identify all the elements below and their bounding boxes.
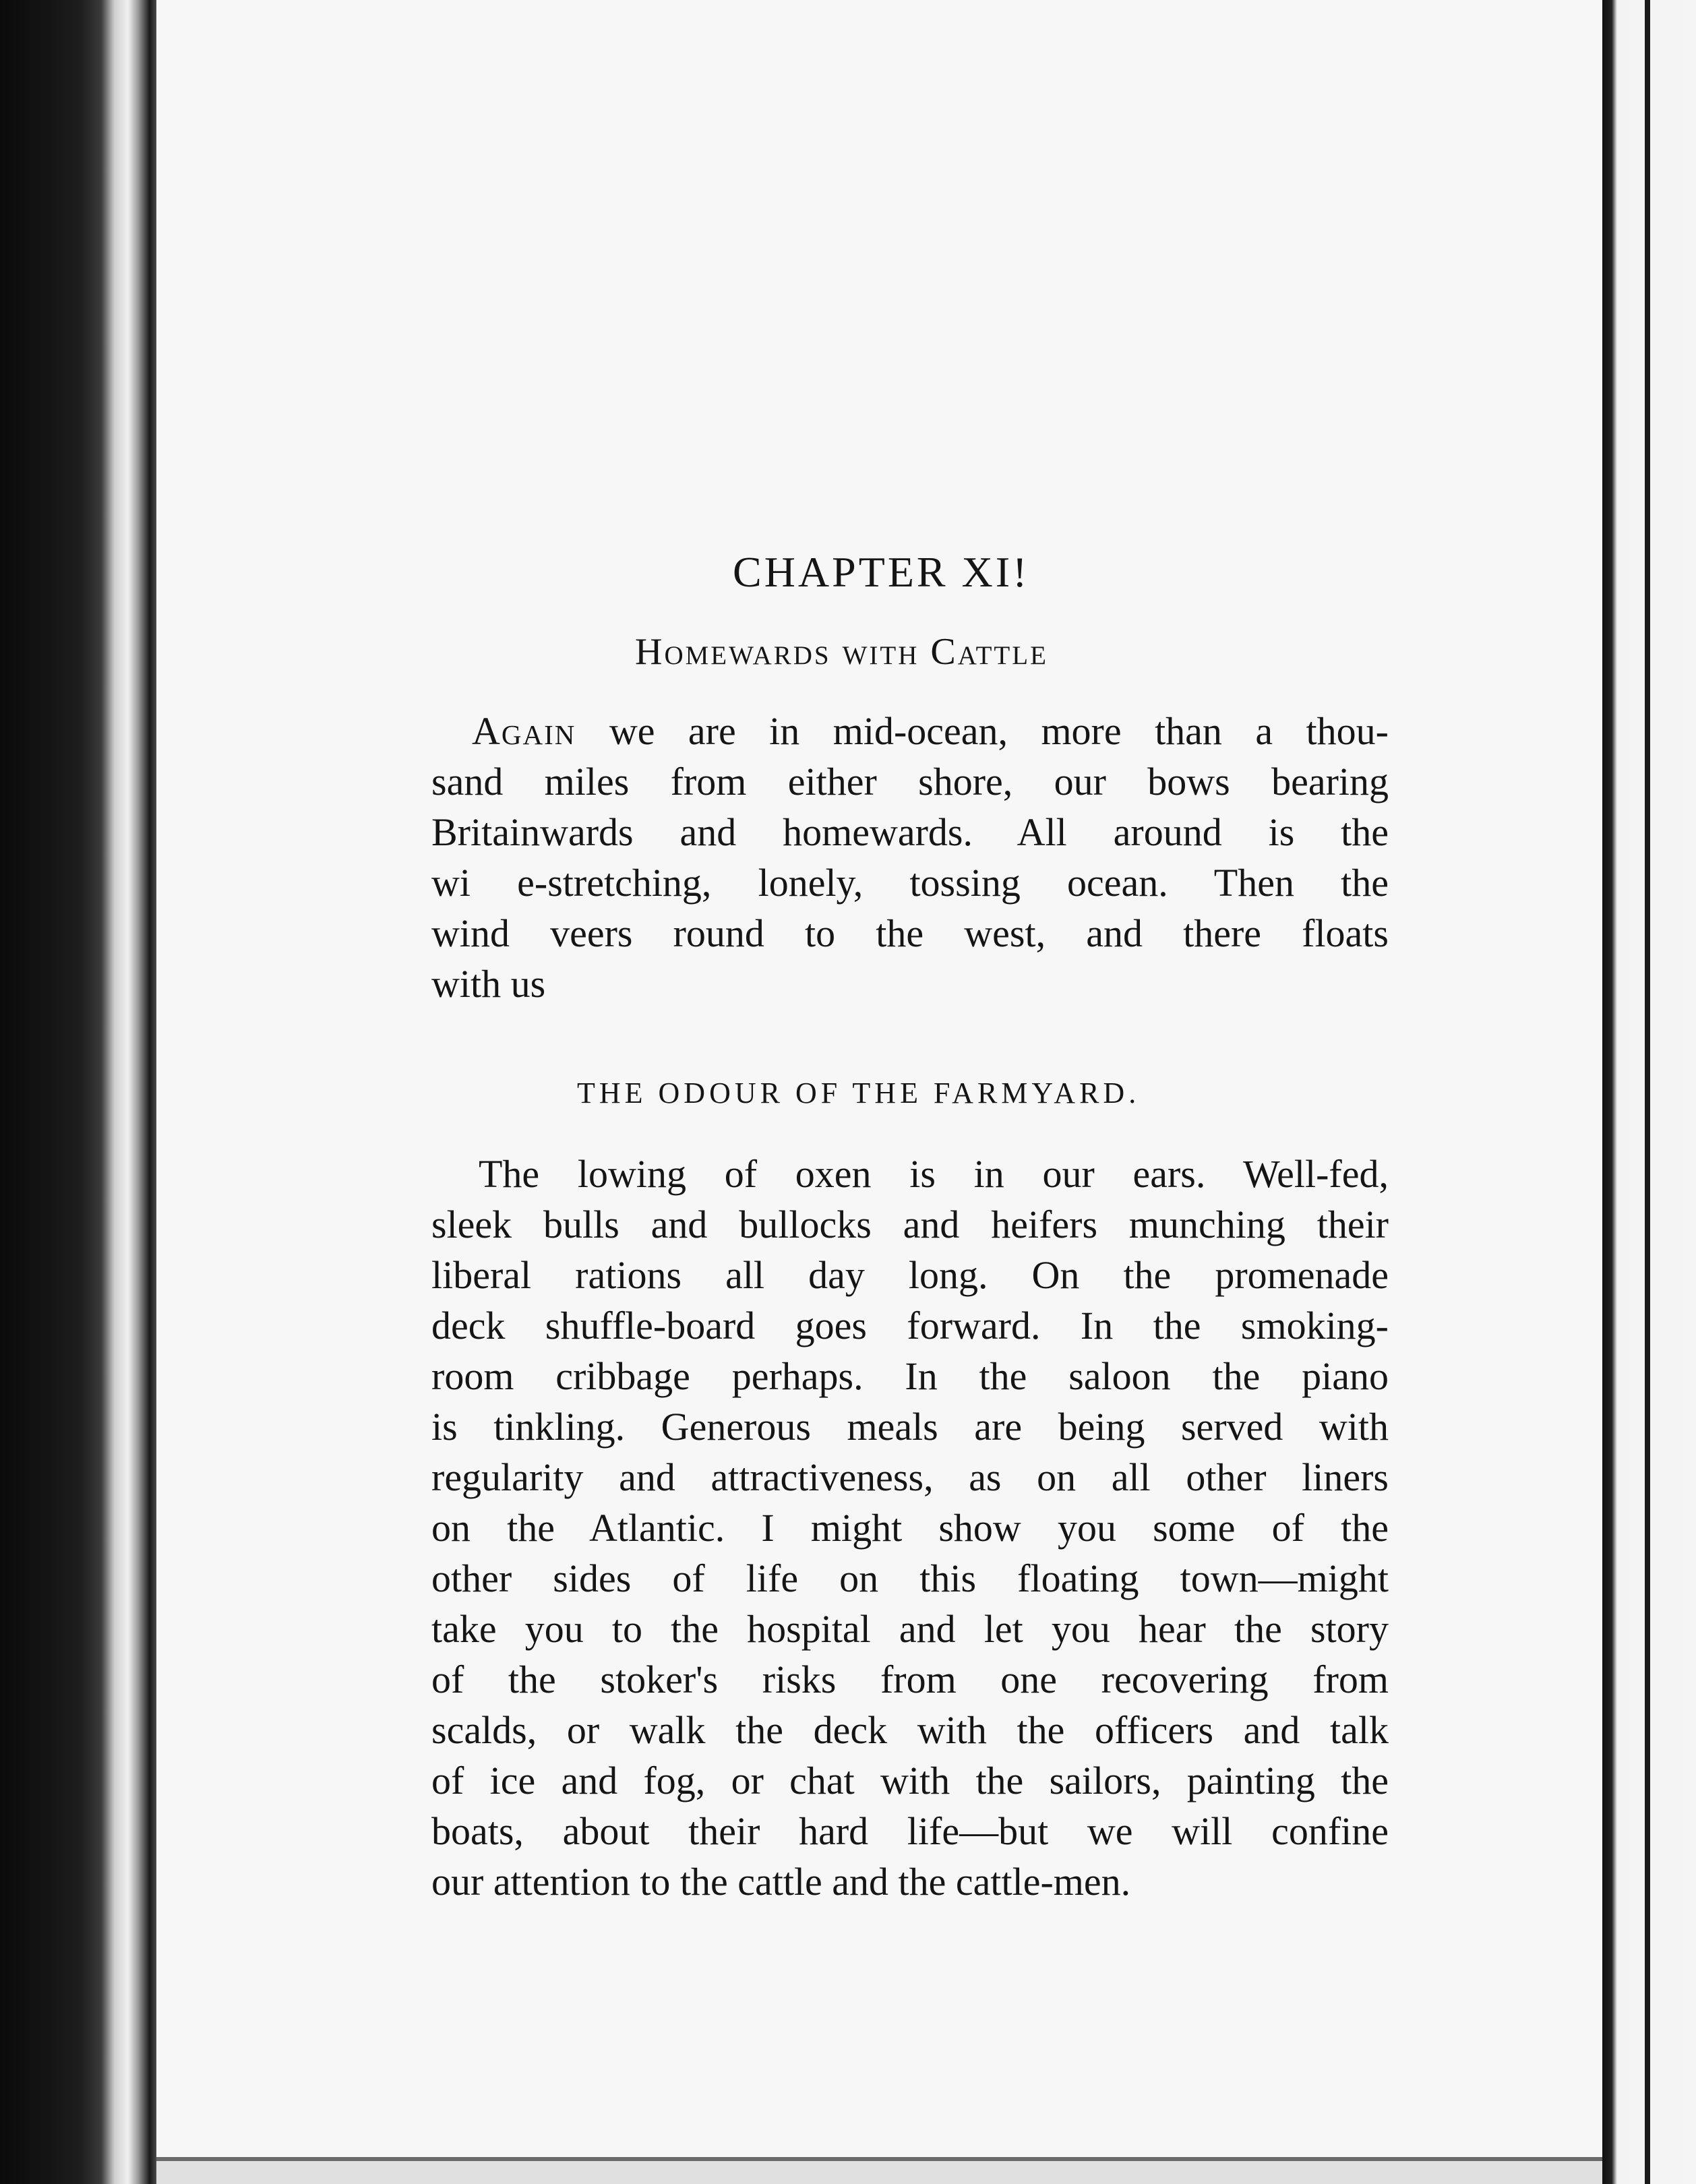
page-bottom-edge [156, 2161, 1602, 2184]
paragraph-line: scalds, or walk the deck with the officers and talk [431, 1708, 1389, 1752]
paragraph-line: with us [431, 962, 546, 1006]
paragraph-line: wi e-stretching, lonely, tossing ocean. Then the [431, 861, 1389, 905]
paragraph-line: liberal rations all day long. On the promenade [431, 1253, 1389, 1297]
paragraph-line: of the stoker's risks from one recovering from [431, 1658, 1389, 1701]
paragraph-line: boats, about their hard life—but we will confine [431, 1809, 1389, 1853]
paragraph-line: take you to the hospital and let you hear the story [431, 1607, 1389, 1651]
paragraph-line: on the Atlantic. I might show you some of the [431, 1506, 1389, 1550]
chapter-title: CHAPTER XI! [733, 548, 1030, 596]
paragraph-line [431, 706, 1389, 756]
paragraph-line: wind veers round to the west, and there floats [431, 911, 1389, 955]
chapter-subtitle: Homewards with Cattle [635, 631, 1048, 673]
paragraph-line: sand miles from either shore, our bows bearing [431, 760, 1389, 803]
paragraph-line: is tinkling. Generous meals are being served with [431, 1405, 1389, 1449]
book-binding-line-right [1645, 0, 1650, 2184]
paragraph-line: of ice and fog, or chat with the sailors, painting the [431, 1759, 1389, 1802]
paragraph-line: our attention to the cattle and the cattle-men. [431, 1860, 1131, 1904]
paragraph-line: Britainwards and homewards. All around is the [431, 810, 1389, 854]
paragraph-line: The lowing of oxen is in our ears. Well-fed, [479, 1152, 1389, 1196]
paragraph-line: deck shuffle-board goes forward. In the smoking- [431, 1304, 1389, 1347]
book-spine-left [0, 0, 156, 2184]
paragraph-1 [431, 706, 1389, 1009]
lead-word: Again [472, 709, 576, 753]
paragraph-2 [431, 1149, 1389, 1907]
line-text: we are in mid-ocean, more than a thou- [609, 709, 1389, 753]
paragraph-line: regularity and attractiveness, as on all other liners [431, 1455, 1389, 1499]
paragraph-line: other sides of life on this floating town—might [431, 1556, 1389, 1600]
paragraph-line: room cribbage perhaps. In the saloon the piano [431, 1354, 1389, 1398]
paragraph-line: sleek bulls and bullocks and heifers munching their [431, 1203, 1389, 1246]
section-heading: THE ODOUR OF THE FARMYARD. [577, 1076, 1141, 1110]
